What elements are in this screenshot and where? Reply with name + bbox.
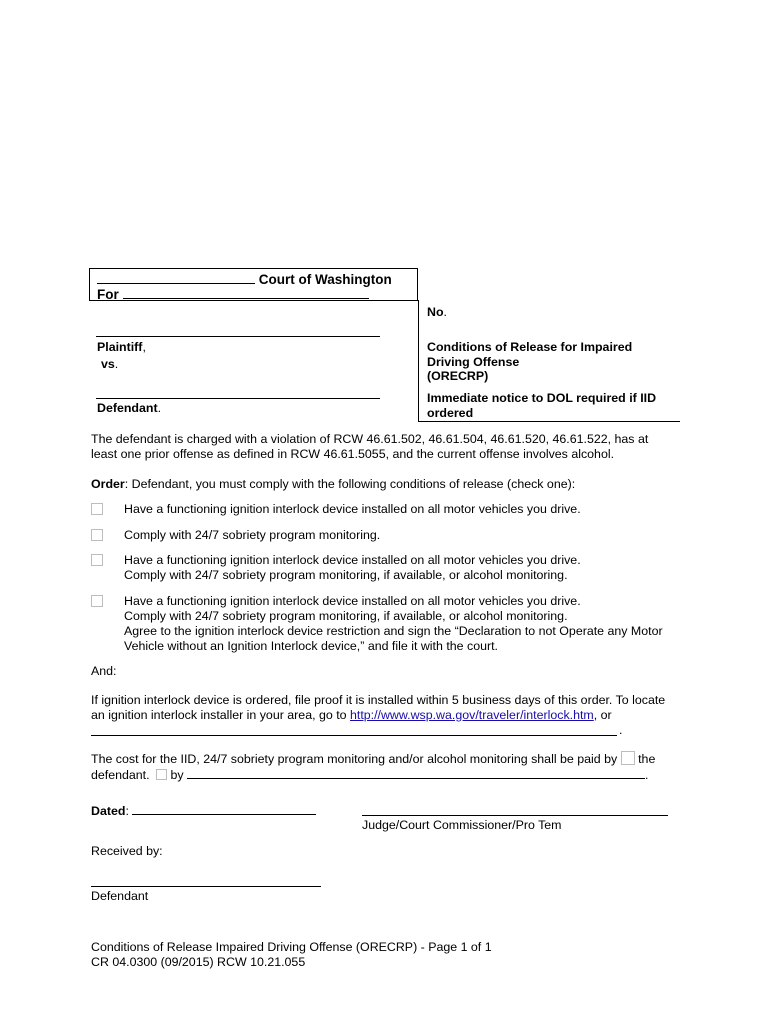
court-name-blank[interactable] — [97, 271, 255, 284]
paid-by-other-checkbox[interactable] — [156, 769, 167, 780]
footer — [91, 940, 492, 970]
for-line: For — [97, 287, 369, 302]
vs-label: vs. — [101, 357, 119, 371]
caption-bottom-rule — [418, 421, 680, 422]
option-2-checkbox[interactable] — [91, 529, 103, 541]
plaintiff-blank[interactable] — [96, 336, 380, 337]
defendant-signature-label: Defendant — [91, 889, 149, 903]
order-line: Order: Defendant, you must comply with the following conditions of release (check one): — [91, 477, 576, 491]
iid-other-period: . — [619, 723, 623, 737]
option-1-text: Have a functioning ignition interlock device installed on all motor vehicles you drive. — [124, 502, 581, 516]
footer-title: Conditions of Release Impaired Driving Offense (ORECRP) - Page 1 of 1 — [91, 940, 492, 954]
interlock-link[interactable]: http://www.wsp.wa.gov/traveler/interlock.htm — [349, 708, 594, 722]
case-number-label: No. — [427, 305, 447, 319]
received-label: Received by: — [91, 844, 163, 858]
form-title: Conditions of Release for Impaired Driving Offense (ORECRP) — [427, 340, 633, 383]
option-4-checkbox[interactable] — [91, 595, 103, 607]
iid-other-blank[interactable] — [91, 735, 617, 736]
option-3-text: Have a functioning ignition interlock device installed on all motor vehicles you drive. Comply with 24/7 sobriety program monitoring, if available, or alcohol monitoring. — [124, 553, 581, 582]
dol-notice: Immediate notice to DOL required if IID ordered — [427, 391, 657, 420]
defendant-blank[interactable] — [96, 398, 380, 399]
defendant-label: Defendant. — [97, 401, 162, 415]
iid-paragraph: If ignition interlock device is ordered, file proof it is installed within 5 business days of this order. To locate an ignition interlock installer in your area, go to http://www.wsp.wa.gov/traveler/interlock.htm, or — [91, 693, 666, 722]
option-1-checkbox[interactable] — [91, 503, 103, 515]
option-3-checkbox[interactable] — [91, 554, 103, 566]
caption-divider-vertical — [418, 300, 419, 421]
paid-by-defendant-checkbox[interactable] — [621, 751, 635, 765]
paid-by-other-blank[interactable] — [187, 767, 645, 779]
option-2-text: Comply with 24/7 sobriety program monitoring. — [124, 528, 381, 542]
charge-paragraph: The defendant is charged with a violation of RCW 46.61.502, 46.61.504, 46.61.520, 46.61.522, has at least one prior offense as defined in RCW 46.61.5055, and the current offense involves alcohol. — [91, 432, 649, 461]
dated-blank[interactable] — [132, 803, 316, 815]
cost-paragraph: The cost for the IID, 24/7 sobriety program monitoring and/or alcohol monitoring shall be paid by the defendant. by . — [91, 752, 656, 782]
judge-label: Judge/Court Commissioner/Pro Tem — [362, 818, 562, 832]
option-4-text: Have a functioning ignition interlock device installed on all motor vehicles you drive. Comply with 24/7 sobriety program monitoring, if available, or alcohol monitoring. Agree to the ignition interlock device restriction and sign the “Declaration to not Operate any Motor Vehicle without an Ignition Interlock device,” and file it with the court. — [124, 594, 663, 653]
dated-line: Dated: — [91, 803, 316, 818]
defendant-signature-blank[interactable] — [91, 886, 321, 887]
judge-signature-blank[interactable] — [362, 815, 668, 816]
plaintiff-label: Plaintiff, — [97, 340, 146, 354]
for-county-blank[interactable] — [123, 287, 369, 299]
and-label: And: — [91, 664, 117, 678]
court-line: Court of Washington — [97, 271, 392, 287]
footer-form-id: CR 04.0300 (09/2015) RCW 10.21.055 — [91, 955, 306, 969]
